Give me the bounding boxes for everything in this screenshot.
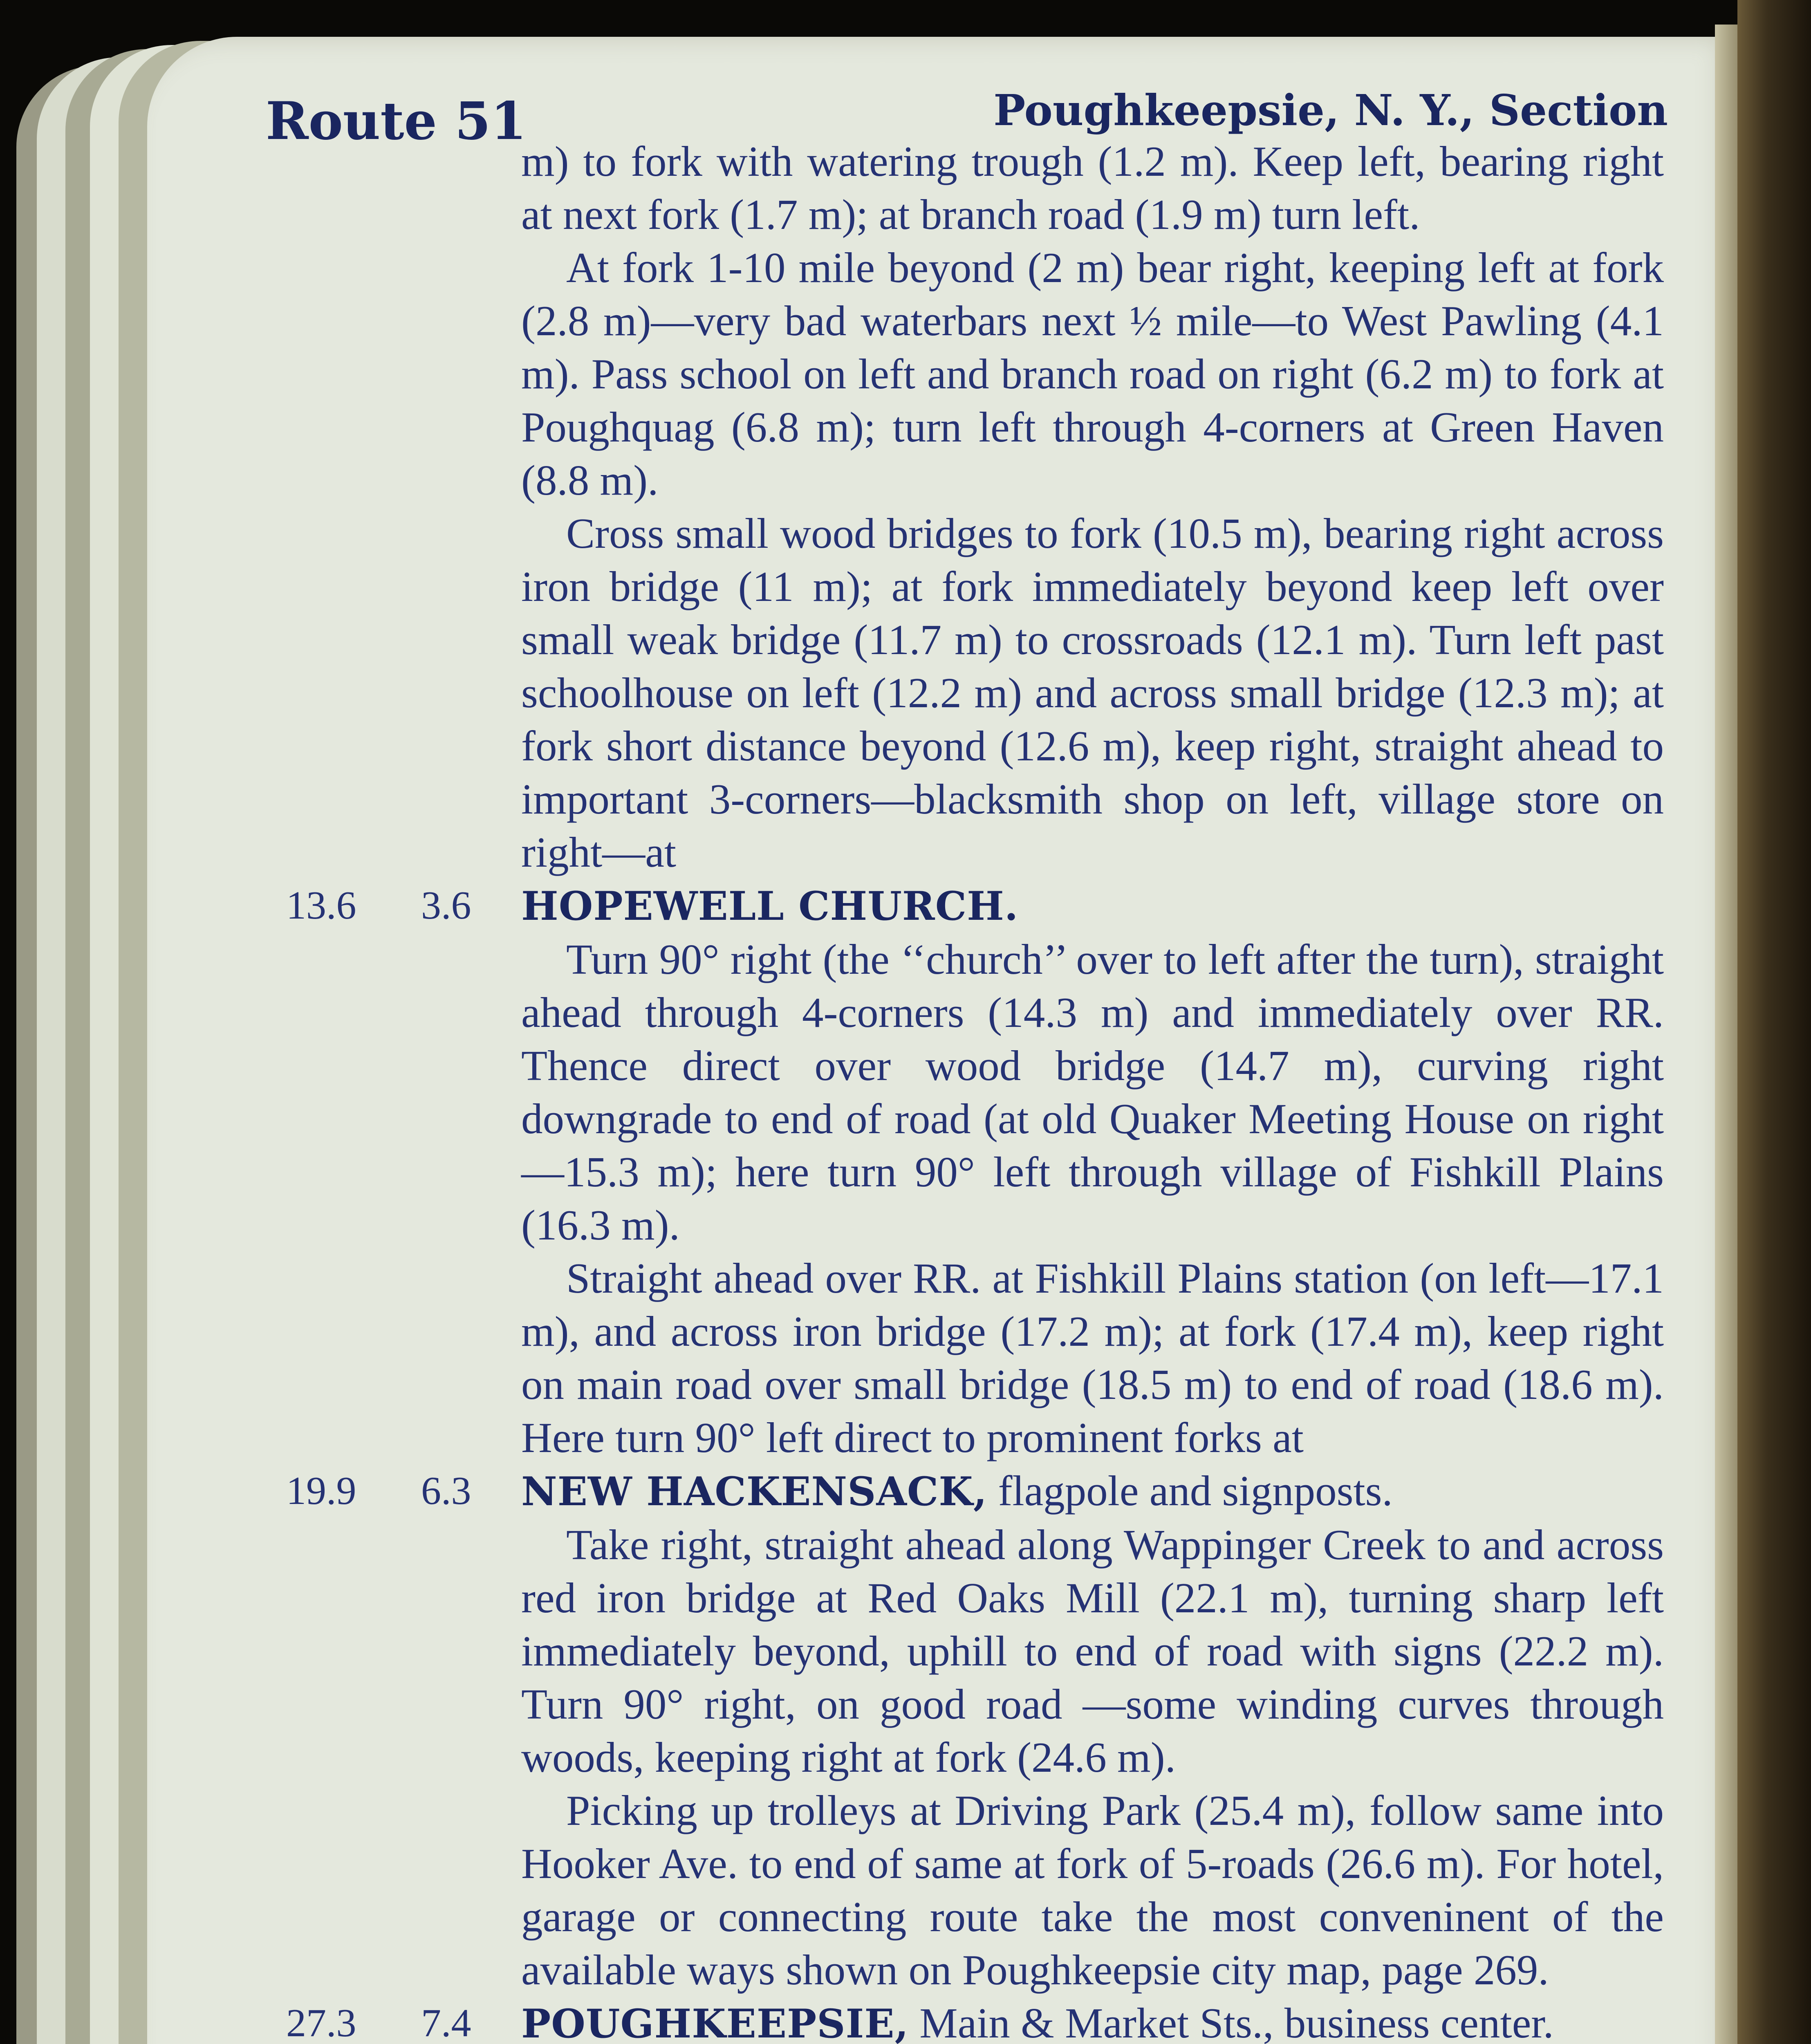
route-entry-hopewell [286, 879, 1664, 1464]
section-header: Poughkeepsie, N. Y., Section [993, 85, 1668, 135]
place-name: NEW HACKENSACK, [521, 1468, 988, 1515]
place-name: HOPEWELL CHURCH. [521, 883, 1019, 929]
direction-paragraph: Turn 90° right (the ‘‘church’’ over to left after the turn), straight ahead through 4-corners (14.3 m) and immediately over RR. Thence direct over wood bridge (14.7 m), curving right downgrade to end of road (at old Quaker Meeting House on right—15.3 m); here turn 90° left through village of Fishkill Plains (16.3 m). [521, 935, 1664, 1249]
direction-paragraph: Take right, straight ahead along Wappinger Creek to and across red iron bridge at Red Oaks Mill (22.1 m), turning sharp left immediately beyond, uphill to end of road with signs (22.2 m). Turn 90° right, on good road —some winding curves through woods, keeping right at fork (24.6 m). [521, 1521, 1664, 1781]
cumulative-miles: 27.3 [286, 2001, 356, 2044]
intro-paragraph: At fork 1-10 mile beyond (2 m) bear right, keeping left at fork (2.8 m)—very bad waterbars next ½ mile—to West Pawling (4.1 m). Pass school on left and branch road on right (6.2 m) to fork at Poughquag (6.8 m); turn left through 4-corners at Green Haven (8.8 m). [521, 244, 1664, 504]
direction-paragraph: Picking up trolleys at Driving Park (25.4 m), follow same into Hooker Ave. to end of same at fork of 5-roads (26.6 m). For hotel, garage or connecting route take the most conveninent of the available ways shown on Poughkeepsie city map, page 269. [521, 1786, 1664, 1994]
intro-paragraph: m) to fork with watering trough (1.2 m). Keep left, bearing right at next fork (1.7 m); at branch road (1.9 m) turn left. [521, 137, 1664, 238]
intro-paragraph: Cross small wood bridges to fork (10.5 m), bearing right across iron bridge (11 m); at fork immediately beyond keep left over small weak bridge (11.7 m) to crossroads (12.1 m). Turn left past schoolhouse on left (12.2 m) and across small bridge (12.3 m); at fork short distance beyond (12.6 m), keep right, straight ahead to important 3-corners—blacksmith shop on left, village store on right—at [521, 509, 1664, 876]
route-entry-poughkeepsie [286, 1997, 1664, 2044]
direction-paragraph: Straight ahead over RR. at Fishkill Plains station (on left—17.1 m), and across iron bridge (17.2 m); at fork (17.4 m), keep right on main road over small bridge (18.5 m) to end of road (18.6 m). Here turn 90° left direct to prominent forks at [521, 1254, 1664, 1461]
route-text [286, 135, 1664, 2044]
cumulative-miles: 13.6 [286, 883, 356, 928]
route-entry-new-hackensack [286, 1464, 1664, 1997]
book-spine [1737, 0, 1811, 2044]
segment-miles: 3.6 [421, 883, 471, 928]
segment-miles: 6.3 [421, 1469, 471, 1513]
place-suffix: flagpole and signposts. [987, 1467, 1393, 1515]
cumulative-miles: 19.9 [286, 1469, 356, 1513]
place-name: POUGHKEEPSIE, [521, 2001, 909, 2044]
segment-miles: 7.4 [421, 2001, 471, 2044]
place-suffix: Main & Market Sts., business center. [909, 1999, 1554, 2044]
route-header: Route 51 [266, 91, 527, 151]
